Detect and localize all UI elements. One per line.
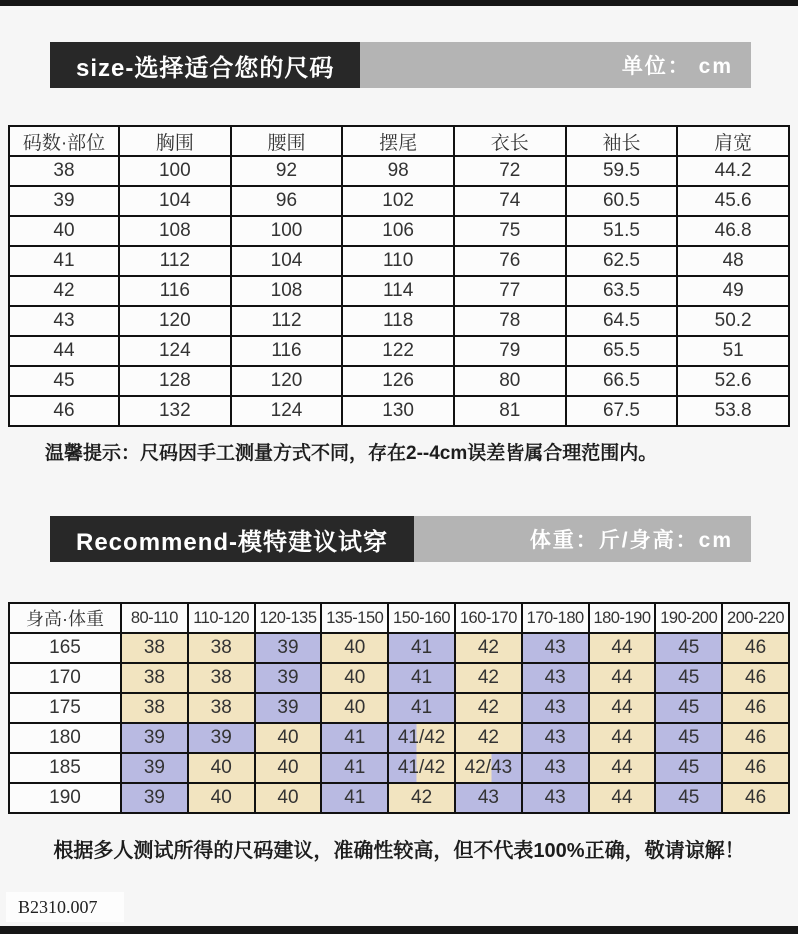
recommend-size-cell: 41: [321, 723, 388, 753]
size-table-row: [9, 336, 789, 366]
weight-range-header: 160-170: [455, 603, 522, 633]
size-section-title: size-选择适合您的尺码: [50, 42, 360, 88]
recommend-size-cell: 43: [522, 663, 589, 693]
size-value-cell: 116: [119, 276, 231, 306]
recommend-table-row: [9, 633, 789, 663]
recommend-size-cell: 41: [321, 783, 388, 813]
watermark-box: [6, 892, 124, 922]
recommend-size-cell: 45: [655, 693, 722, 723]
recommend-size-cell: 44: [589, 783, 656, 813]
size-value-cell: 45.6: [677, 186, 789, 216]
recommend-table-header-row: [9, 603, 789, 633]
recommend-size-cell: 40: [321, 693, 388, 723]
size-value-cell: 104: [119, 186, 231, 216]
size-col-header: 摆尾: [342, 126, 454, 156]
size-value-cell: 112: [119, 246, 231, 276]
recommend-size-cell: 38: [121, 663, 188, 693]
size-value-cell: 79: [454, 336, 566, 366]
size-section-header: [50, 42, 751, 88]
accuracy-note-text: 根据多人测试所得的尺码建议，准确性较高，但不代表100%正确，敬请谅解！: [53, 840, 745, 862]
recommend-section-title: Recommend-模特建议试穿: [50, 516, 414, 562]
size-value-cell: 51.5: [566, 216, 678, 246]
recommend-size-cell: 39: [255, 633, 322, 663]
size-value-cell: 128: [119, 366, 231, 396]
recommend-size-cell: 44: [589, 753, 656, 783]
size-value-cell: 114: [342, 276, 454, 306]
recommend-size-cell: 42: [455, 663, 522, 693]
size-code-cell: 45: [9, 366, 119, 396]
recommend-size-cell: 40: [188, 753, 255, 783]
height-cell: 190: [9, 783, 121, 813]
recommend-size-cell: 44: [589, 663, 656, 693]
recommend-size-cell: 43: [522, 753, 589, 783]
size-unit-label: 单位： cm: [360, 42, 751, 88]
size-value-cell: 59.5: [566, 156, 678, 186]
recommend-size-cell: 41: [388, 663, 455, 693]
size-value-cell: 60.5: [566, 186, 678, 216]
size-col-header: 肩宽: [677, 126, 789, 156]
bottom-black-bar: [0, 926, 798, 934]
recommend-size-cell: 39: [121, 723, 188, 753]
size-table-row: [9, 156, 789, 186]
weight-range-header: 120-135: [255, 603, 322, 633]
recommend-table-row: [9, 783, 789, 813]
size-table-row: [9, 276, 789, 306]
recommend-size-cell: 44: [589, 723, 656, 753]
recommend-size-cell: 38: [121, 633, 188, 663]
recommend-size-cell: 43: [455, 783, 522, 813]
size-code-cell: 39: [9, 186, 119, 216]
recommend-size-cell: 43: [522, 723, 589, 753]
weight-range-header: 180-190: [589, 603, 656, 633]
recommend-size-cell: 46: [722, 693, 789, 723]
height-cell: 185: [9, 753, 121, 783]
size-table-row: [9, 186, 789, 216]
recommend-size-cell: 46: [722, 633, 789, 663]
size-value-cell: 72: [454, 156, 566, 186]
size-value-cell: 96: [231, 186, 343, 216]
size-value-cell: 65.5: [566, 336, 678, 366]
recommend-size-cell: 40: [321, 663, 388, 693]
size-value-cell: 108: [231, 276, 343, 306]
size-code-cell: 44: [9, 336, 119, 366]
size-value-cell: 74: [454, 186, 566, 216]
size-code-cell: 41: [9, 246, 119, 276]
recommend-size-cell: 41: [388, 633, 455, 663]
size-value-cell: 78: [454, 306, 566, 336]
size-code-cell: 42: [9, 276, 119, 306]
recommend-size-cell: 45: [655, 663, 722, 693]
size-value-cell: 112: [231, 306, 343, 336]
size-value-cell: 80: [454, 366, 566, 396]
recommend-size-cell: 38: [188, 693, 255, 723]
recommend-size-cell: 43: [522, 693, 589, 723]
size-table-row: [9, 246, 789, 276]
size-col-header: 衣长: [454, 126, 566, 156]
size-value-cell: 77: [454, 276, 566, 306]
size-value-cell: 98: [342, 156, 454, 186]
size-value-cell: 81: [454, 396, 566, 426]
weight-range-header: 170-180: [522, 603, 589, 633]
recommend-size-cell: 39: [188, 723, 255, 753]
recommend-size-cell: 40: [321, 633, 388, 663]
weight-range-header: 200-220: [722, 603, 789, 633]
size-value-cell: 100: [119, 156, 231, 186]
recommend-size-cell: 44: [589, 633, 656, 663]
size-value-cell: 52.6: [677, 366, 789, 396]
size-table-row: [9, 366, 789, 396]
measure-tip-text: 温馨提示：尺码因手工测量方式不同，存在2--4cm误差皆属合理范围内。: [45, 443, 658, 464]
recommend-size-cell: 40: [188, 783, 255, 813]
size-table-row: [9, 306, 789, 336]
recommend-unit-label: 体重：斤/身高：cm: [414, 516, 751, 562]
size-table-row: [9, 216, 789, 246]
recommend-size-cell: 42: [455, 723, 522, 753]
size-value-cell: 106: [342, 216, 454, 246]
size-value-cell: 64.5: [566, 306, 678, 336]
recommend-table-row: [9, 663, 789, 693]
size-code-cell: 38: [9, 156, 119, 186]
size-value-cell: 126: [342, 366, 454, 396]
size-value-cell: 110: [342, 246, 454, 276]
size-value-cell: 51: [677, 336, 789, 366]
height-cell: 175: [9, 693, 121, 723]
height-cell: 170: [9, 663, 121, 693]
size-code-cell: 43: [9, 306, 119, 336]
size-value-cell: 46.8: [677, 216, 789, 246]
recommend-size-cell: 42: [455, 693, 522, 723]
size-value-cell: 67.5: [566, 396, 678, 426]
recommend-size-cell: 39: [121, 783, 188, 813]
recommend-size-cell: 38: [188, 633, 255, 663]
recommend-size-cell: 41: [321, 753, 388, 783]
recommend-size-cell: 45: [655, 723, 722, 753]
weight-range-header: 135-150: [321, 603, 388, 633]
recommend-size-cell: 42: [455, 633, 522, 663]
size-value-cell: 124: [119, 336, 231, 366]
recommend-size-cell: 46: [722, 753, 789, 783]
size-col-header: 袖长: [566, 126, 678, 156]
recommend-corner-header: 身高·体重: [9, 603, 121, 633]
size-code-cell: 46: [9, 396, 119, 426]
size-value-cell: 104: [231, 246, 343, 276]
size-value-cell: 48: [677, 246, 789, 276]
size-value-cell: 44.2: [677, 156, 789, 186]
size-value-cell: 53.8: [677, 396, 789, 426]
recommend-size-cell: 45: [655, 753, 722, 783]
size-value-cell: 122: [342, 336, 454, 366]
recommend-table: [8, 602, 790, 814]
size-value-cell: 75: [454, 216, 566, 246]
recommend-size-cell: 45: [655, 783, 722, 813]
size-table-header-row: [9, 126, 789, 156]
size-value-cell: 118: [342, 306, 454, 336]
size-value-cell: 50.2: [677, 306, 789, 336]
recommend-size-cell: 40: [255, 783, 322, 813]
weight-range-header: 190-200: [655, 603, 722, 633]
recommend-size-cell: 46: [722, 783, 789, 813]
size-value-cell: 120: [119, 306, 231, 336]
height-cell: 165: [9, 633, 121, 663]
recommend-size-cell: 40: [255, 753, 322, 783]
recommend-table-row: [9, 753, 789, 783]
recommend-size-cell: 41: [388, 693, 455, 723]
recommend-table-row: [9, 693, 789, 723]
recommend-size-cell: 41/42: [388, 753, 455, 783]
recommend-size-cell: 40: [255, 723, 322, 753]
size-value-cell: 62.5: [566, 246, 678, 276]
recommend-size-cell: 43: [522, 783, 589, 813]
size-col-header: 胸围: [119, 126, 231, 156]
size-table-row: [9, 396, 789, 426]
recommend-table-row: [9, 723, 789, 753]
recommend-size-cell: 42: [388, 783, 455, 813]
recommend-size-cell: 43: [522, 633, 589, 663]
recommend-size-cell: 46: [722, 663, 789, 693]
height-cell: 180: [9, 723, 121, 753]
recommend-size-cell: 46: [722, 723, 789, 753]
size-value-cell: 120: [231, 366, 343, 396]
size-value-cell: 100: [231, 216, 343, 246]
size-value-cell: 49: [677, 276, 789, 306]
size-value-cell: 116: [231, 336, 343, 366]
watermark-text: B2310.007: [18, 896, 98, 917]
size-code-cell: 40: [9, 216, 119, 246]
size-value-cell: 130: [342, 396, 454, 426]
size-value-cell: 63.5: [566, 276, 678, 306]
recommend-size-cell: 39: [121, 753, 188, 783]
recommend-size-cell: 38: [188, 663, 255, 693]
size-value-cell: 66.5: [566, 366, 678, 396]
recommend-section-header: [50, 516, 751, 562]
size-value-cell: 124: [231, 396, 343, 426]
recommend-size-cell: 42/43: [455, 753, 522, 783]
recommend-size-cell: 41/42: [388, 723, 455, 753]
top-black-bar: [0, 0, 798, 6]
size-table: [8, 125, 790, 427]
size-col-header: 腰围: [231, 126, 343, 156]
size-value-cell: 92: [231, 156, 343, 186]
size-value-cell: 76: [454, 246, 566, 276]
weight-range-header: 80-110: [121, 603, 188, 633]
size-corner-header: 码数·部位: [9, 126, 119, 156]
size-value-cell: 108: [119, 216, 231, 246]
weight-range-header: 150-160: [388, 603, 455, 633]
recommend-size-cell: 39: [255, 663, 322, 693]
size-value-cell: 132: [119, 396, 231, 426]
recommend-size-cell: 45: [655, 633, 722, 663]
recommend-size-cell: 39: [255, 693, 322, 723]
recommend-size-cell: 38: [121, 693, 188, 723]
weight-range-header: 110-120: [188, 603, 255, 633]
recommend-size-cell: 44: [589, 693, 656, 723]
size-value-cell: 102: [342, 186, 454, 216]
